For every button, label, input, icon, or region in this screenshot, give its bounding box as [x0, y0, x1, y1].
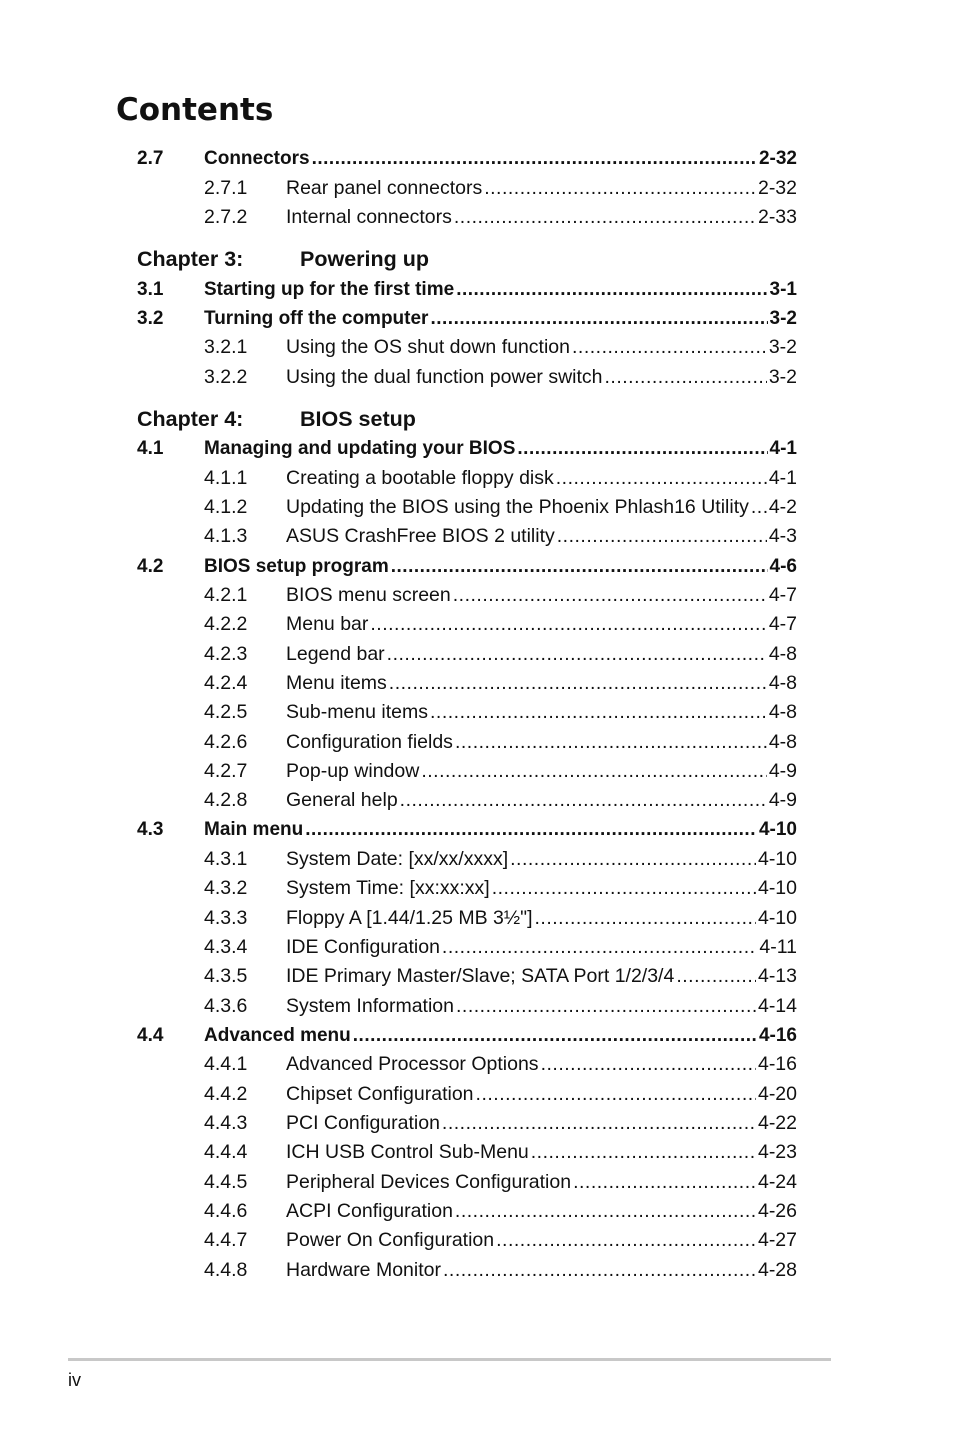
entry-page-number: 4-9 [768, 760, 797, 782]
entry-line [286, 522, 797, 551]
dot-leader [676, 962, 756, 991]
entry-line [286, 581, 797, 610]
entry-page-number: 3-1 [769, 279, 797, 300]
entry-line [286, 493, 797, 522]
entry-page-number: 4-9 [768, 789, 797, 811]
entry-page-number: 2-32 [757, 177, 797, 199]
entry-line [204, 552, 797, 581]
entry-line [286, 333, 797, 362]
entry-title: ASUS CrashFree BIOS 2 utility [286, 525, 555, 547]
entry-number: 4.2.5 [204, 701, 248, 723]
entry-title: Peripheral Devices Configuration [286, 1171, 572, 1193]
toc-subsection-entry [137, 581, 797, 610]
entry-line [286, 203, 797, 232]
entry-page-number: 3-2 [768, 336, 797, 358]
entry-number: 3.2.1 [204, 336, 248, 358]
entry-number: 4.3.4 [204, 936, 248, 958]
entry-number: 4.2.7 [204, 760, 248, 782]
entry-line [286, 1109, 797, 1138]
page-title: Contents [116, 92, 274, 128]
entry-title: Creating a bootable floppy disk [286, 467, 554, 489]
entry-line [286, 904, 797, 933]
dot-leader [443, 1256, 756, 1285]
dot-leader [510, 845, 756, 874]
toc-subsection-entry [137, 333, 797, 362]
entry-number: 3.2.2 [204, 366, 248, 388]
entry-number: 4.4 [137, 1025, 164, 1046]
entry-title: ICH USB Control Sub-Menu [286, 1141, 529, 1163]
entry-line [286, 874, 797, 903]
dot-leader [531, 1138, 756, 1167]
toc-subsection-entry [137, 1168, 797, 1197]
entry-number: 4.1 [137, 438, 164, 459]
dot-leader [454, 203, 756, 232]
entry-page-number: 4-1 [768, 467, 797, 489]
toc-subsection-entry [137, 203, 797, 232]
entry-title: System Date: [xx/xx/xxxx] [286, 848, 509, 870]
entry-number: 4.3 [137, 819, 164, 840]
entry-number: 4.3.6 [204, 995, 248, 1017]
entry-page-number: 4-24 [757, 1171, 797, 1193]
toc-subsection-entry [137, 728, 797, 757]
dot-leader [370, 610, 766, 639]
entry-number: 3.1 [137, 279, 164, 300]
entry-page-number: 2-32 [758, 148, 797, 169]
entry-line [286, 992, 797, 1021]
entry-title: ACPI Configuration [286, 1200, 453, 1222]
entry-line [286, 610, 797, 639]
entry-page-number: 4-10 [757, 907, 797, 929]
entry-page-number: 4-2 [768, 496, 797, 518]
entry-title: Turning off the computer [204, 308, 429, 329]
entry-line [204, 144, 797, 173]
dot-leader [442, 933, 757, 962]
entry-line [204, 304, 797, 333]
dot-leader [453, 581, 767, 610]
dot-leader [557, 522, 767, 551]
entry-line [204, 434, 797, 463]
entry-line [286, 669, 797, 698]
entry-page-number: 4-14 [757, 995, 797, 1017]
entry-page-number: 4-10 [757, 877, 797, 899]
entry-line [286, 728, 797, 757]
entry-number: 4.4.2 [204, 1083, 248, 1105]
dot-leader [455, 728, 767, 757]
entry-title: Pop-up window [286, 760, 420, 782]
dot-leader [456, 275, 767, 304]
entry-line [286, 1168, 797, 1197]
toc-subsection-entry [137, 1256, 797, 1285]
entry-title: Rear panel connectors [286, 177, 483, 199]
entry-page-number: 4-8 [768, 701, 797, 723]
entry-title: Floppy A [1.44/1.25 MB 3½"] [286, 907, 533, 929]
dot-leader [605, 363, 767, 392]
dot-leader [305, 815, 757, 844]
entry-line [204, 1021, 797, 1050]
entry-number: 4.2.1 [204, 584, 248, 606]
entry-title: Legend bar [286, 643, 385, 665]
entry-line [286, 174, 797, 203]
toc-subsection-entry [137, 874, 797, 903]
entry-title: Menu bar [286, 613, 369, 635]
toc-section-entry [137, 1021, 797, 1050]
toc-subsection-entry [137, 640, 797, 669]
chapter-label: Chapter 4: [137, 407, 244, 431]
dot-leader [573, 1168, 756, 1197]
entry-title: IDE Configuration [286, 936, 440, 958]
toc-subsection-entry [137, 933, 797, 962]
dot-leader [391, 552, 768, 581]
toc-subsection-entry [137, 1197, 797, 1226]
entry-page-number: 4-23 [757, 1141, 797, 1163]
entry-number: 4.4.7 [204, 1229, 248, 1251]
entry-page-number: 4-7 [768, 613, 797, 635]
entry-page-number: 4-8 [768, 672, 797, 694]
entry-line [286, 363, 797, 392]
entry-number: 4.3.3 [204, 907, 248, 929]
dot-leader [389, 669, 767, 698]
entry-title: System Time: [xx:xx:xx] [286, 877, 490, 899]
chapter-title: Powering up [300, 247, 429, 271]
entry-line [286, 962, 797, 991]
entry-title: Advanced Processor Options [286, 1053, 539, 1075]
entry-title: Configuration fields [286, 731, 453, 753]
entry-title: Sub-menu items [286, 701, 428, 723]
entry-page-number: 4-27 [757, 1229, 797, 1251]
dot-leader [517, 434, 767, 463]
entry-page-number: 4-13 [757, 965, 797, 987]
entry-line [204, 275, 797, 304]
entry-line [286, 1080, 797, 1109]
entry-title: Updating the BIOS using the Phoenix Phlash16 Utility [286, 496, 749, 518]
chapter-title: BIOS setup [300, 407, 416, 431]
chapter-heading [137, 243, 797, 276]
entry-title: IDE Primary Master/Slave; SATA Port 1/2/3/4 [286, 965, 675, 987]
dot-leader [400, 786, 767, 815]
entry-title: Starting up for the first time [204, 279, 455, 300]
entry-page-number: 4-16 [757, 1053, 797, 1075]
entry-line [286, 786, 797, 815]
entry-line [286, 1256, 797, 1285]
entry-page-number: 3-2 [768, 366, 797, 388]
toc-subsection-entry [137, 522, 797, 551]
entry-number: 3.2 [137, 308, 164, 329]
chapter-heading [137, 403, 797, 436]
toc-subsection-entry [137, 1226, 797, 1255]
entry-page-number: 4-11 [759, 936, 797, 958]
dot-leader [572, 333, 767, 362]
entry-number: 4.2.8 [204, 789, 248, 811]
entry-line [286, 845, 797, 874]
toc-subsection-entry [137, 493, 797, 522]
dot-leader [556, 464, 767, 493]
entry-number: 4.1.2 [204, 496, 248, 518]
entry-number: 4.3.1 [204, 848, 248, 870]
dot-leader [430, 304, 767, 333]
footer-page-number: iv [68, 1370, 81, 1390]
entry-line [286, 1138, 797, 1167]
entry-line [286, 757, 797, 786]
entry-number: 4.4.1 [204, 1053, 248, 1075]
entry-page-number: 2-33 [757, 206, 797, 228]
toc-subsection-entry [137, 1080, 797, 1109]
entry-number: 4.4.4 [204, 1141, 248, 1163]
dot-leader [492, 874, 756, 903]
entry-number: 4.2.2 [204, 613, 248, 635]
entry-line [286, 640, 797, 669]
entry-number: 4.4.8 [204, 1259, 248, 1281]
toc-subsection-entry [137, 669, 797, 698]
entry-page-number: 4-28 [757, 1259, 797, 1281]
dot-leader [535, 904, 756, 933]
entry-page-number: 4-10 [757, 848, 797, 870]
toc-section-entry [137, 434, 797, 463]
toc-subsection-entry [137, 464, 797, 493]
toc-subsection-entry [137, 786, 797, 815]
entry-title: Hardware Monitor [286, 1259, 441, 1281]
dot-leader [353, 1021, 757, 1050]
entry-line [204, 815, 797, 844]
entry-number: 2.7.1 [204, 177, 248, 199]
entry-title: General help [286, 789, 398, 811]
dot-leader [456, 992, 756, 1021]
toc-subsection-entry [137, 757, 797, 786]
toc-subsection-entry [137, 610, 797, 639]
entry-title: Using the dual function power switch [286, 366, 603, 388]
entry-number: 4.4.5 [204, 1171, 248, 1193]
dot-leader [442, 1109, 756, 1138]
toc-subsection-entry [137, 845, 797, 874]
toc-section-entry [137, 275, 797, 304]
entry-page-number: 4-16 [758, 1025, 797, 1046]
entry-title: Advanced menu [204, 1025, 351, 1046]
toc-section-entry [137, 815, 797, 844]
entry-line [286, 1197, 797, 1226]
entry-title: BIOS setup program [204, 556, 389, 577]
entry-title: Chipset Configuration [286, 1083, 474, 1105]
entry-page-number: 4-26 [757, 1200, 797, 1222]
dot-leader [430, 698, 767, 727]
entry-page-number: 4-10 [758, 819, 797, 840]
entry-number: 4.4.3 [204, 1112, 248, 1134]
dot-leader [751, 493, 767, 522]
entry-page-number: 4-6 [769, 556, 797, 577]
entry-number: 4.1.1 [204, 467, 248, 489]
entry-number: 4.4.6 [204, 1200, 248, 1222]
entry-title: BIOS menu screen [286, 584, 451, 606]
entry-line [286, 464, 797, 493]
entry-number: 4.3.5 [204, 965, 248, 987]
dot-leader [312, 144, 757, 173]
entry-number: 2.7.2 [204, 206, 248, 228]
entry-number: 4.2.4 [204, 672, 248, 694]
toc-subsection-entry [137, 1109, 797, 1138]
entry-number: 4.2 [137, 556, 164, 577]
toc-section-entry [137, 144, 797, 173]
entry-line [286, 698, 797, 727]
entry-page-number: 4-22 [757, 1112, 797, 1134]
dot-leader [541, 1050, 756, 1079]
entry-page-number: 4-8 [768, 731, 797, 753]
toc-subsection-entry [137, 1050, 797, 1079]
footer-divider [68, 1358, 831, 1361]
entry-page-number: 4-1 [769, 438, 797, 459]
entry-line [286, 1226, 797, 1255]
entry-number: 4.3.2 [204, 877, 248, 899]
entry-page-number: 4-8 [768, 643, 797, 665]
entry-title: System Information [286, 995, 454, 1017]
entry-line [286, 933, 797, 962]
entry-number: 4.2.3 [204, 643, 248, 665]
entry-number: 2.7 [137, 148, 164, 169]
dot-leader [484, 174, 756, 203]
entry-page-number: 3-2 [769, 308, 797, 329]
entry-number: 4.1.3 [204, 525, 248, 547]
dot-leader [496, 1226, 756, 1255]
entry-title: Power On Configuration [286, 1229, 495, 1251]
entry-page-number: 4-3 [768, 525, 797, 547]
entry-title: Main menu [204, 819, 304, 840]
entry-title: Menu items [286, 672, 387, 694]
toc-subsection-entry [137, 904, 797, 933]
entry-title: PCI Configuration [286, 1112, 440, 1134]
toc-subsection-entry [137, 992, 797, 1021]
dot-leader [476, 1080, 756, 1109]
toc-section-entry [137, 552, 797, 581]
entry-title: Connectors [204, 148, 310, 169]
dot-leader [455, 1197, 756, 1226]
toc-subsection-entry [137, 962, 797, 991]
toc-subsection-entry [137, 363, 797, 392]
entry-title: Using the OS shut down function [286, 336, 570, 358]
toc-subsection-entry [137, 174, 797, 203]
chapter-label: Chapter 3: [137, 247, 244, 271]
toc-section-entry [137, 304, 797, 333]
entry-page-number: 4-7 [768, 584, 797, 606]
entry-title: Managing and updating your BIOS [204, 438, 516, 459]
dot-leader [421, 757, 766, 786]
dot-leader [387, 640, 767, 669]
entry-line [286, 1050, 797, 1079]
entry-page-number: 4-20 [757, 1083, 797, 1105]
toc-subsection-entry [137, 698, 797, 727]
entry-number: 4.2.6 [204, 731, 248, 753]
entry-title: Internal connectors [286, 206, 452, 228]
toc-subsection-entry [137, 1138, 797, 1167]
